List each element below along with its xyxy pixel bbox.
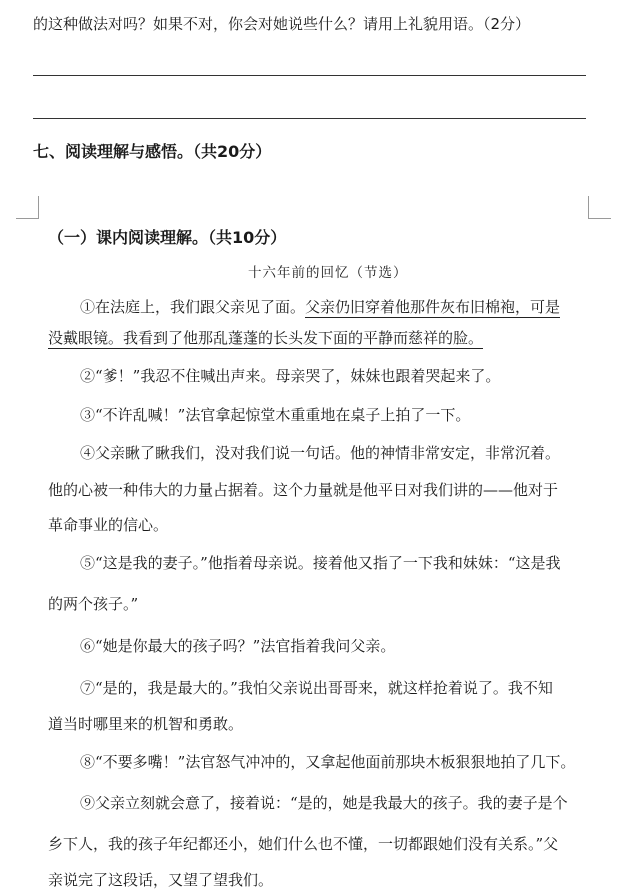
paragraph-3: ③“不许乱喊！”法官拿起惊堂木重重地在桌子上拍了一下。 [80, 406, 471, 424]
paragraph-1-lead: ①在法庭上，我们跟父亲见了面。 [80, 298, 306, 316]
answer-line-2[interactable] [33, 118, 586, 119]
paragraph-9-line-1: ⑨父亲立刻就会意了，接着说：“是的，她是我最大的孩子。我的妻子是个 [80, 794, 568, 812]
passage-title: 十六年前的回忆（节选） [248, 265, 408, 281]
paragraph-7-line-1: ⑦“是的，我是最大的。”我怕父亲说出哥哥来，就这样抢着说了。我不知 [80, 679, 553, 697]
paragraph-9-line-3: 亲说完了这段话，又望了望我们。 [48, 871, 274, 889]
paragraph-4-line-2: 他的心被一种伟大的力量占据着。这个力量就是他平日对我们讲的——他对于 [48, 481, 559, 499]
paragraph-5-line-1: ⑤“这是我的妻子。”他指着母亲说。接着他又指了一下我和妹妹：“这是我 [80, 554, 561, 572]
page-corner-left [16, 196, 39, 219]
page-corner-right [588, 196, 611, 219]
answer-line-1[interactable] [33, 75, 586, 76]
paragraph-1-line-1 [80, 297, 560, 317]
paragraph-4-line-1: ④父亲瞅了瞅我们，没对我们说一句话。他的神情非常安定，非常沉着。 [80, 444, 561, 462]
subsection-heading: （一）课内阅读理解。（共10分） [48, 228, 287, 247]
paragraph-9-line-2: 乡下人，我的孩子年纪都还小，她们什么也不懂，一切都跟她们没有关系。”父 [48, 835, 559, 853]
paragraph-1-underlined-start: 父亲仍旧穿着他那件灰布旧棉袍，可是 [305, 298, 561, 316]
paragraph-7-line-2: 道当时哪里来的机智和勇敢。 [48, 715, 244, 733]
paragraph-8: ⑧“不要多嘴！”法官怒气冲冲的，又拿起他面前那块木板狠狠地拍了几下。 [80, 753, 576, 771]
paragraph-5-line-2: 的两个孩子。” [48, 595, 139, 613]
section7-heading: 七、阅读理解与感悟。（共20分） [33, 142, 272, 161]
paragraph-1-line-2 [48, 328, 483, 348]
paragraph-6: ⑥“她是你最大的孩子吗？”法官指着我问父亲。 [80, 637, 396, 655]
question-tail-text: 的这种做法对吗？如果不对，你会对她说些什么？请用上礼貌用语。（2分） [33, 15, 531, 33]
paragraph-1-underlined-end: 没戴眼镜。我看到了他那乱蓬蓬的长头发下面的平静而慈祥的脸。 [48, 329, 484, 347]
paragraph-2: ②“爹！”我忍不住喊出声来。母亲哭了，妹妹也跟着哭起来了。 [80, 367, 501, 385]
paragraph-4-line-3: 革命事业的信心。 [48, 516, 169, 534]
